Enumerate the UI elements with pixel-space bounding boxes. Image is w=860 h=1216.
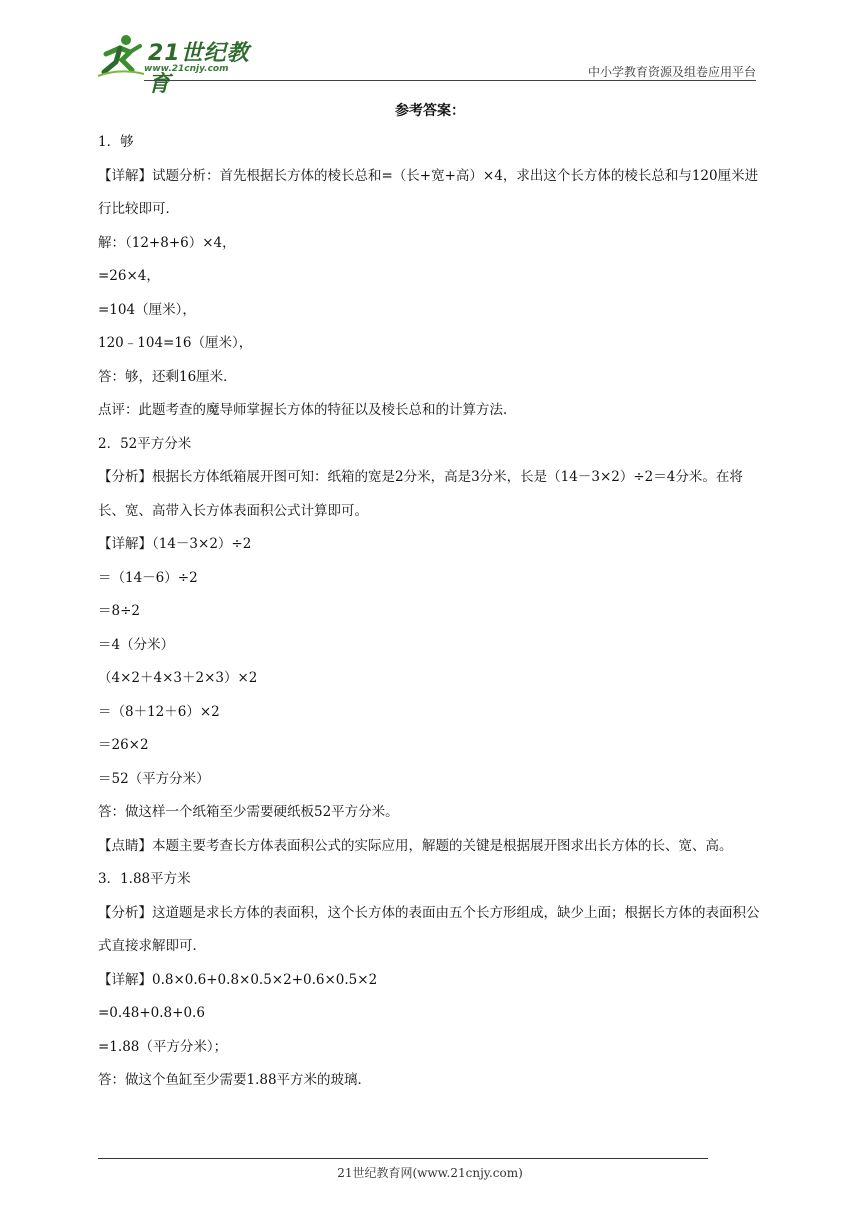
answer-line: ＝8÷2 — [98, 603, 140, 619]
answer-line: =26×4， — [98, 268, 160, 284]
answer-line: ＝52（平方分米） — [98, 770, 210, 787]
runner-icon — [96, 32, 146, 78]
answer-line: 解：（12+8+6）×4， — [98, 234, 236, 251]
answer-line: 1．够 — [98, 134, 134, 150]
answer-line: =1.88（平方分米）； — [98, 1038, 228, 1055]
page-title: 参考答案： — [395, 103, 465, 119]
answer-line: ＝（8＋12＋6）×2 — [98, 703, 220, 720]
answer-line: 【点睛】本题主要考查长方体表面积公式的实际应用，解题的关键是根据展开图求出长方体的长、宽、高。 — [98, 837, 733, 854]
page-header — [96, 32, 756, 97]
answer-line: 2．52平方分米 — [98, 435, 192, 452]
answer-line: ＝4（分米） — [98, 636, 175, 653]
answer-line: 【分析】这道题是求长方体的表面积，这个长方体的表面由五个长方形组成，缺少上面；根据长方体的表面积公式直接求解即可． — [98, 904, 760, 954]
page-footer: 21世纪教育网(www.21cnjy.com) — [337, 1166, 523, 1180]
answer-line: ＝（14－6）÷2 — [98, 569, 198, 586]
answer-line: 答：做这个鱼缸至少需要1.88平方米的玻璃． — [98, 1072, 372, 1088]
answer-content — [98, 98, 762, 1098]
logo — [96, 32, 266, 97]
answer-line: 【详解】（14－3×2）÷2 — [98, 536, 252, 552]
answer-line: （4×2＋4×3＋2×3）×2 — [98, 670, 258, 686]
answer-line: 【详解】试题分析：首先根据长方体的棱长总和=（长+宽+高）×4，求出这个长方体的棱长总和与120厘米进行比较即可． — [98, 167, 759, 217]
answer-line: =104（厘米）， — [98, 301, 196, 318]
answer-line: ＝26×2 — [98, 737, 149, 753]
answer-line: 答：做这样一个纸箱至少需要硬纸板52平方分米。 — [98, 804, 399, 820]
header-divider — [144, 80, 756, 81]
platform-label: 中小学教育资源及组卷应用平台 — [587, 65, 756, 79]
footer-divider — [98, 1158, 708, 1159]
answer-line: 【分析】根据长方体纸箱展开图可知：纸箱的宽是2分米，高是3分米，长是（14－3×2）÷2＝4分米。在将长、宽、高带入长方体表面积公式计算即可。 — [98, 469, 743, 519]
answer-line: 答：够，还剩16厘米． — [98, 368, 237, 385]
answer-line: 120﹣104=16（厘米）， — [98, 335, 253, 351]
answer-line: 3．1.88平方米 — [98, 871, 191, 887]
answer-line: =0.48+0.8+0.6 — [98, 1005, 205, 1021]
logo-text: 21世纪教育 — [148, 41, 250, 97]
answer-line: 点评：此题考查的魔导师掌握长方体的特征以及棱长总和的计算方法． — [98, 402, 517, 418]
logo-url: www.21cnjy.com — [144, 64, 229, 74]
answer-line: 【详解】0.8×0.6+0.8×0.5×2+0.6×0.5×2 — [98, 971, 378, 988]
